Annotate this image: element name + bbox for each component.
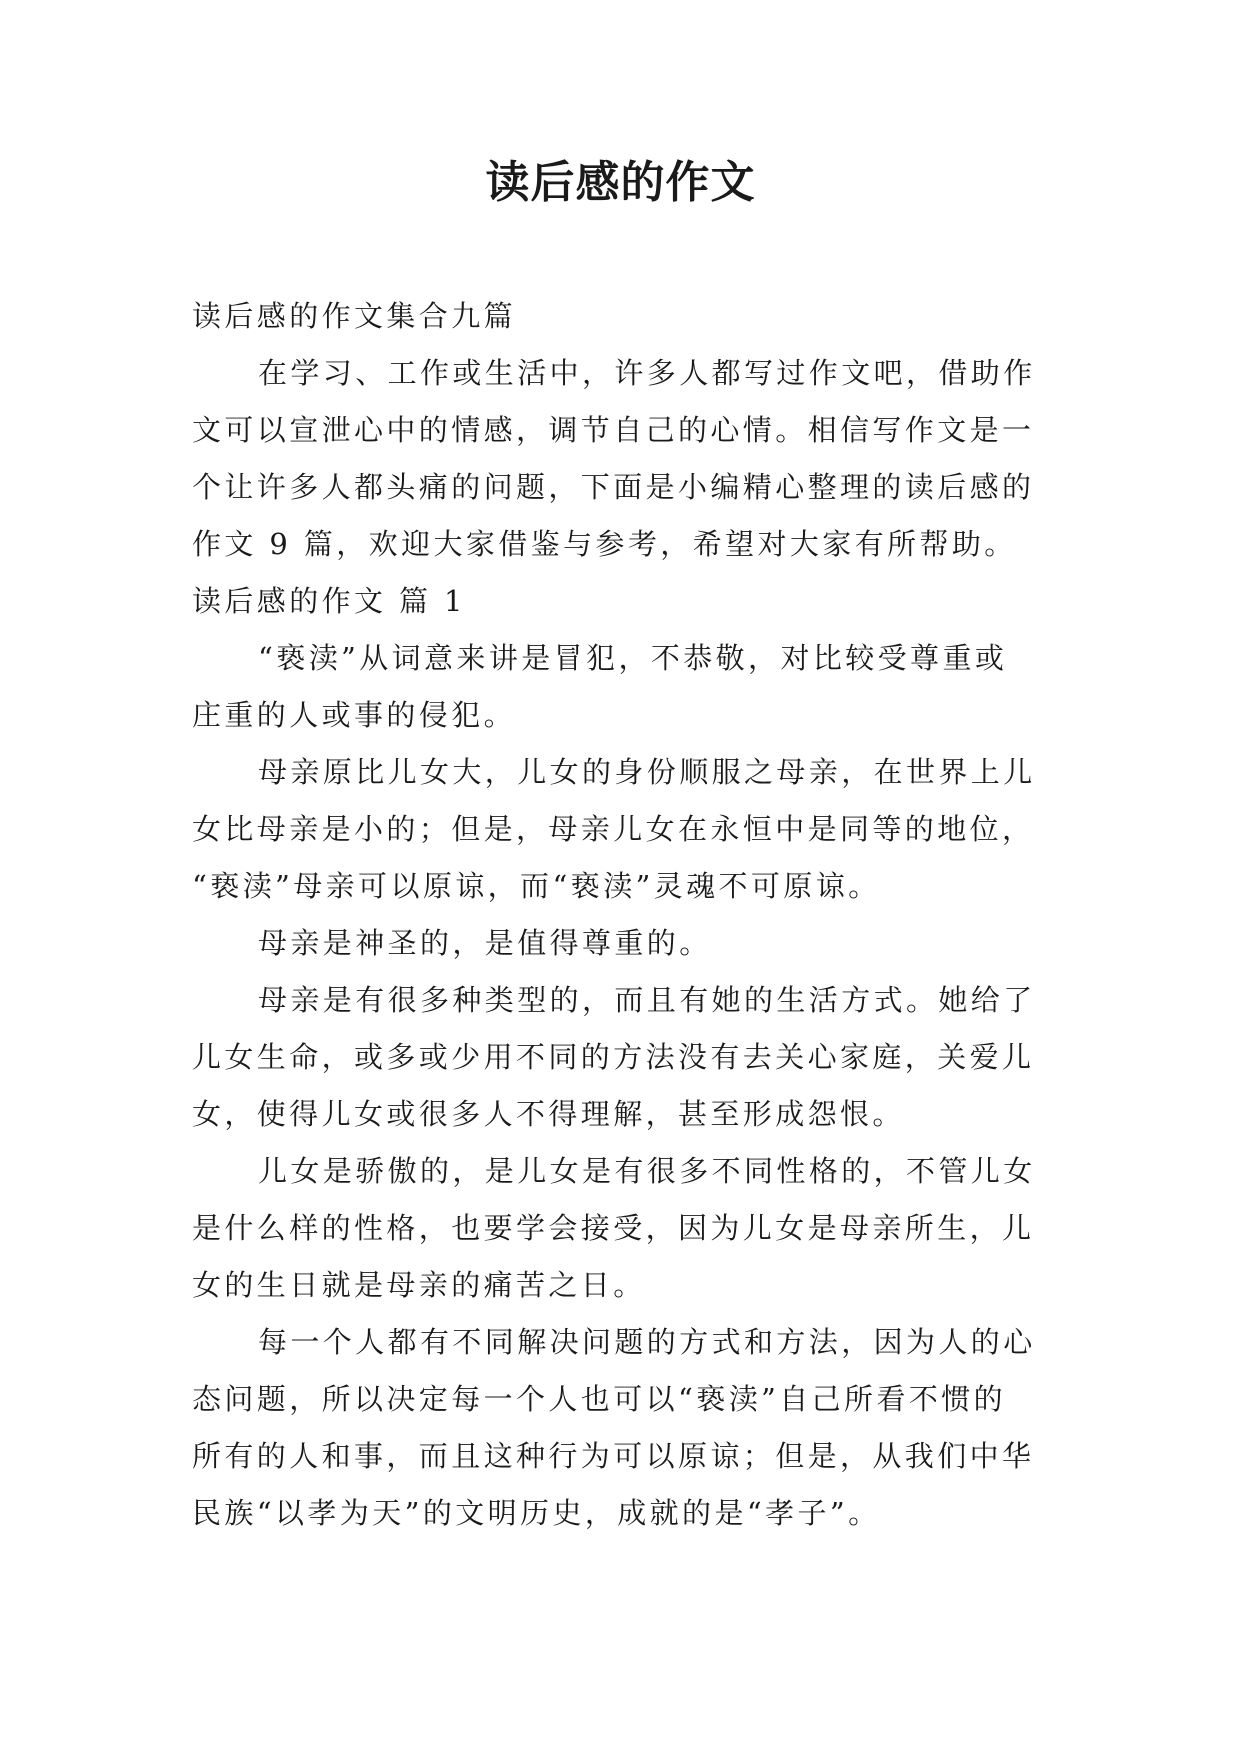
- intro-paragraph: [192, 345, 1052, 573]
- text-line: 每一个人都有不同解决问题的方式和方法，因为人的心: [258, 1325, 1036, 1359]
- paragraph: [192, 744, 1052, 915]
- text-line: 在学习、工作或生活中，许多人都写过作文吧，借助作: [258, 356, 1036, 390]
- text-line: 儿女是骄傲的，是儿女是有很多不同性格的，不管儿女: [258, 1154, 1036, 1188]
- text-line: 女的生日就是母亲的痛苦之日。: [192, 1268, 646, 1302]
- text-line: 民族“以孝为天”的文明历史，成就的是“孝子”。: [192, 1496, 881, 1530]
- text-line: “亵渎”母亲可以原谅，而“亵渎”灵魂不可原谅。: [192, 869, 881, 903]
- text-line: 个让许多人都头痛的问题，下面是小编精心整理的读后感的: [192, 470, 1035, 504]
- section-heading: 读后感的作文 篇 1: [192, 584, 466, 618]
- document-body: [192, 288, 1052, 1542]
- text-line: 女比母亲是小的；但是，母亲儿女在永恒中是同等的地位，: [192, 812, 1035, 846]
- paragraph: [192, 1143, 1052, 1314]
- text-line: 文可以宣泄心中的情感，调节自己的心情。相信写作文是一: [192, 413, 1035, 447]
- text-line: 庄重的人或事的侵犯。: [192, 698, 517, 732]
- text-line: 母亲是有很多种类型的，而且有她的生活方式。她给了: [258, 983, 1036, 1017]
- text-line: 母亲原比儿女大，儿女的身份顺服之母亲，在世界上儿: [258, 755, 1036, 789]
- text-line: 作文 9 篇，欢迎大家借鉴与参考，希望对大家有所帮助。: [192, 527, 1017, 561]
- text-line: 女，使得儿女或很多人不得理解，甚至形成怨恨。: [192, 1097, 905, 1131]
- paragraph: [192, 630, 1052, 744]
- text-line: 是什么样的性格，也要学会接受，因为儿女是母亲所生，儿: [192, 1211, 1035, 1245]
- document-title: 读后感的作文: [485, 157, 756, 208]
- paragraph: [192, 1314, 1052, 1542]
- document-subtitle: 读后感的作文集合九篇: [192, 299, 517, 333]
- paragraph: [192, 972, 1052, 1143]
- text-line: 态问题，所以决定每一个人也可以“亵渎”自己所看不惯的: [192, 1382, 1007, 1416]
- text-line: 儿女生命，或多或少用不同的方法没有去关心家庭，关爱儿: [192, 1040, 1035, 1074]
- text-line: 所有的人和事，而且这种行为可以原谅；但是，从我们中华: [192, 1439, 1035, 1473]
- text-line: 母亲是神圣的，是值得尊重的。: [258, 926, 712, 960]
- text-line: “亵渎”从词意来讲是冒犯，不恭敬，对比较受尊重或: [258, 641, 1008, 675]
- paragraph: [192, 915, 1052, 972]
